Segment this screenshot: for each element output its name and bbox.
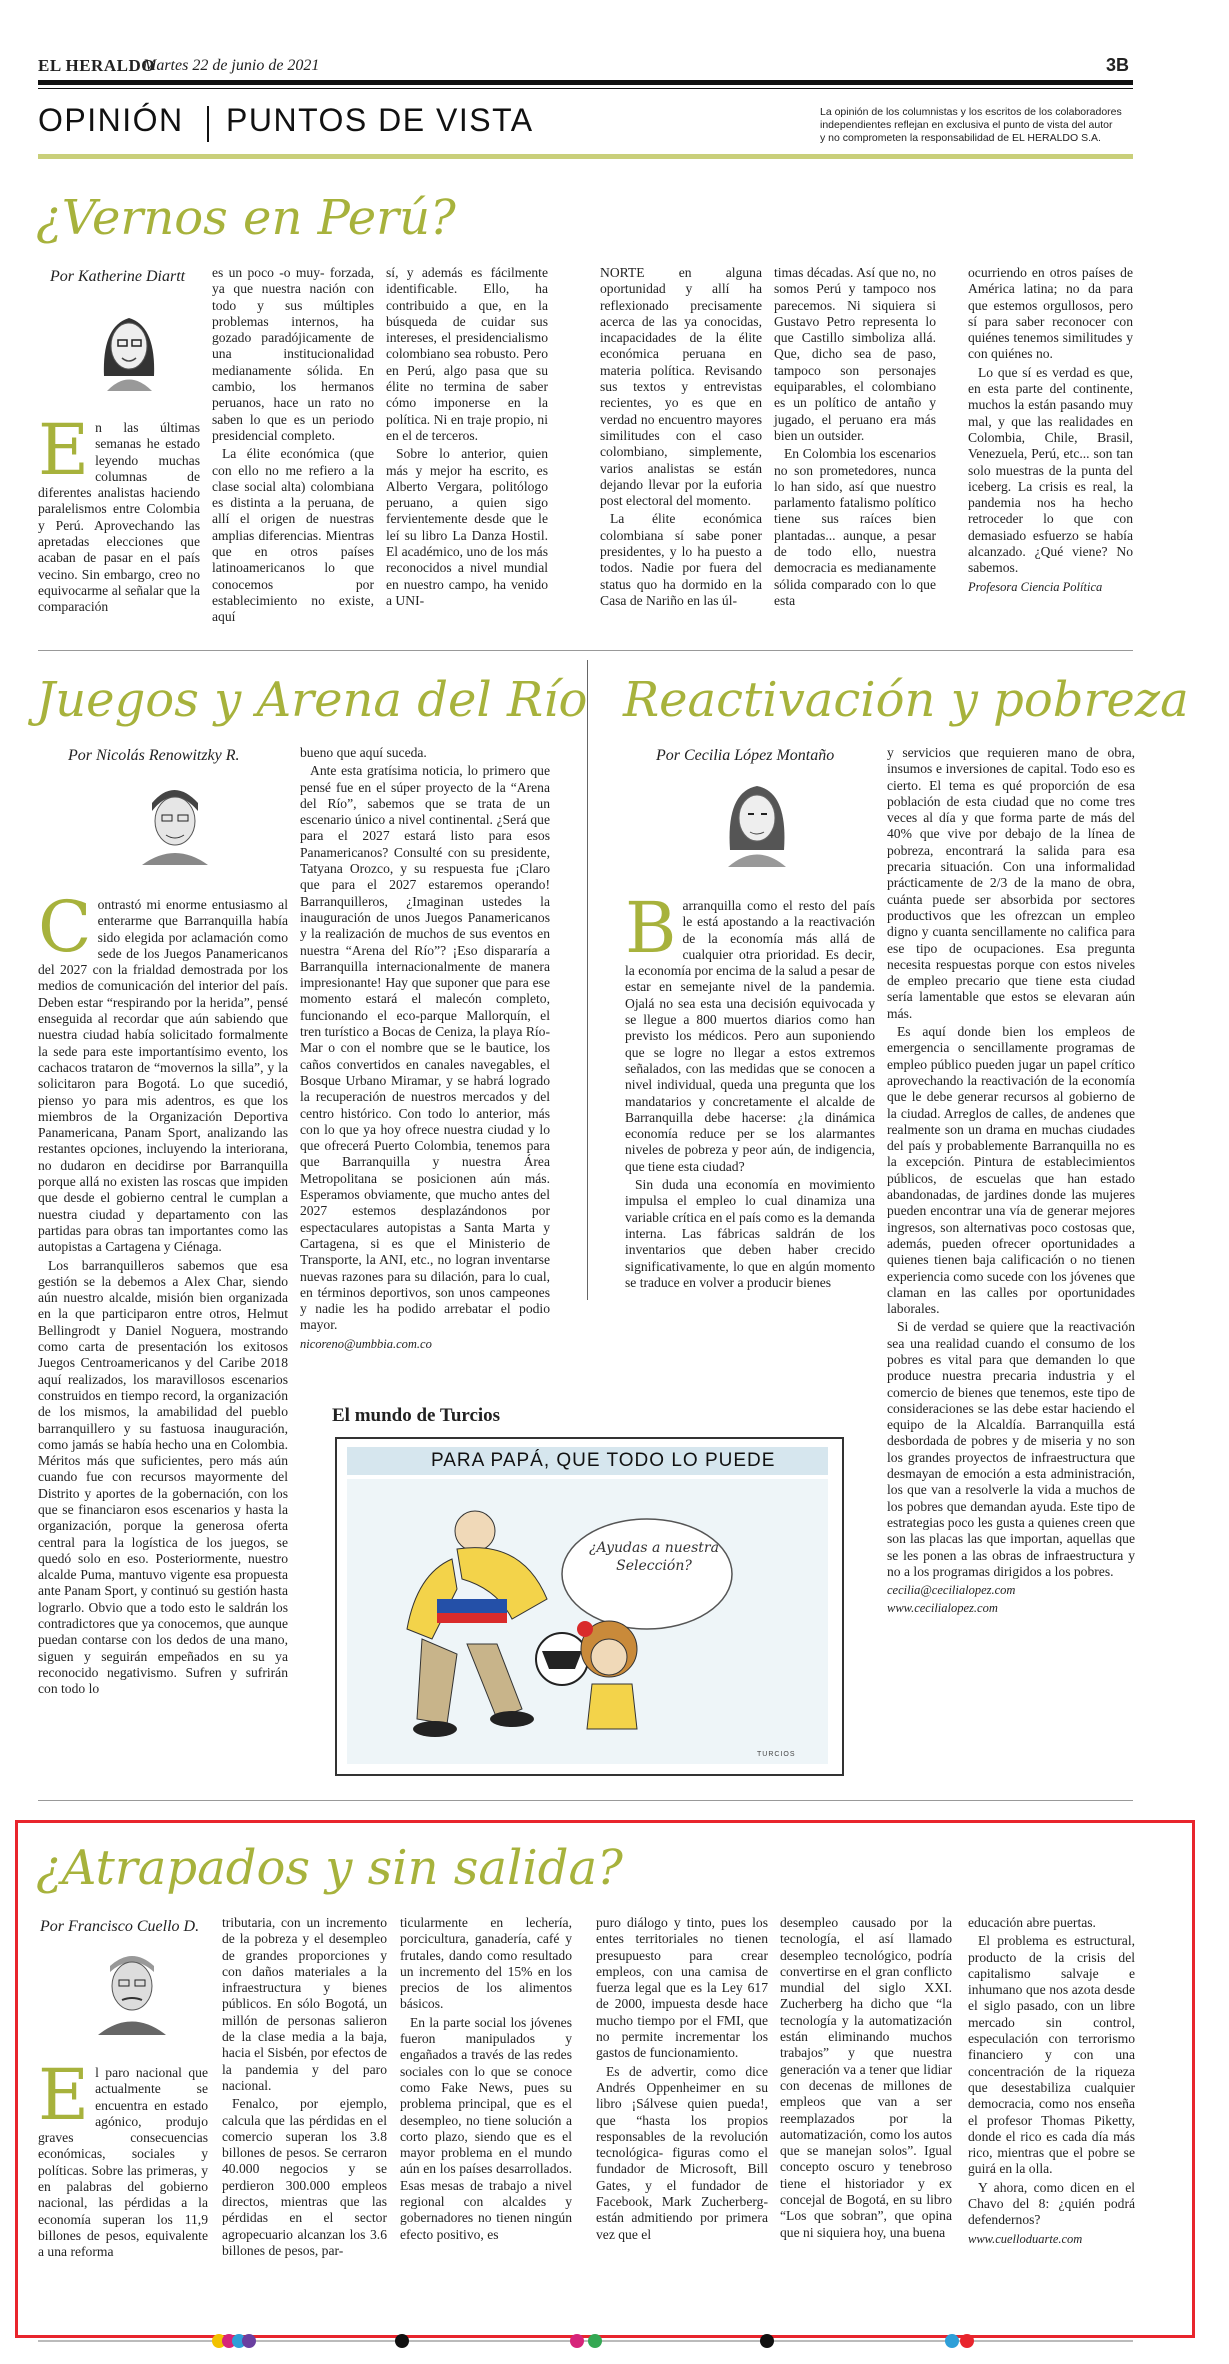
article3-headline: Reactivación y pobreza	[623, 672, 1189, 728]
article4-column-3: ticularmente en lechería, porcicultura, ganadería, café y frutales, dando como resultado un incremento del 15% en los precios de los alimentos básicos. En la parte social los jóvenes fueron manipulados y engañados a través de las redes sociales con lo que se conoce como Fake News, pues su problema principal, que es el desempleo, no tiene solución a corto plazo, siendo que es el mayor problema en el mundo aún en los países desarrollados. Esas mesas de trabajo a nivel regional con alcaldes y gobernadores no tienen ningún efecto positivo, es	[400, 1915, 572, 2242]
author-avatar-diartt	[82, 296, 177, 391]
registration-dot	[570, 2334, 584, 2348]
section-title-left: OPINIÓN	[38, 102, 184, 138]
registration-dot	[588, 2334, 602, 2348]
masthead-name: EL HERALDO	[38, 56, 155, 75]
article1-column-3: sí, y además es fácilmente identificable. Ello, ha contribuido a que, en la búsqueda de cuidar sus intereses, el presidencialismo colombiano sea robusto. Pero en Perú, algo pasa que su élite no termina de saber cómo imponerse en la política. Ni en traje propio, ni en el de terceros. Sobre lo anterior, quien más y mejor ha escrito, es Alberto Vergara, politólogo peruano, a quien sigo fervientemente desde que le leí su libro La Danza Hostil. El académico, uno de los más reconocidos a nivel mundial en nuestro campo, ha venido a UNI-	[386, 265, 548, 608]
article4-dropcap: E	[38, 2054, 90, 2136]
article4-signature: www.cuelloduarte.com	[968, 2231, 1083, 2246]
article3-column-1: B arranquilla como el resto del país le está apostando a la reactivación de la economía más allá de cualquier otra prioridad. Es decir, la economía por encima de la salud a pesar de estar en semejante nivel de la pandemia. Ojalá no sea esta una decisión equivocada y se llegue a 800 muertos diarios como han previsto los médicos. Pero aun suponiendo que se logre no llegar a estos extremos señalados, con las medidas que se conocen a nivel individual, queda una pregunta que los mandatarios y concretamente el alcalde de Barranquilla debe hacerse: ¿la dinámica economía reduce per se los alarmantes niveles de pobreza y peor aún, de indigencia, que tiene esta ciudad? Sin duda una economía en movimiento impulsa el empleo lo cual dinamiza una variable crítica en el país como es la demanda interna. Las fábricas saldrán de los inventarios que deben haber crecido significativamente, lo que en algún momento se traduce en volver a producir bienes	[625, 887, 875, 1290]
cartoon-section-title: El mundo de Turcios	[332, 1405, 501, 1426]
article3-dropcap: B	[625, 887, 677, 969]
column-divider	[587, 660, 588, 1300]
article2-column-1: C ontrastó mi enorme entusiasmo al enterarme que Barranquilla había sido elegida por aclamación como sede de los Juegos Panamericanos del 2027 con la frialdad demostrada por los medios de comunicación del interior del país. Deben estar “respirando por la herida”, pensé enseguida al recordar que aún sabiendo que nuestra ciudad había solicitado formalmente la sede para este importantísimo evento, los cachacos trataron de “movernos la silla”, y la solicitaron para Bogotá. Lo que sucedió, pienso yo para mis adentros, es que los miembros de la Organización Deportiva Panamericana, Panam Sport, analizando las restantes opciones, incluyendo la interiorana, no dudaron en decidirse por Barranquilla porque allá no existen las roscas que impiden que desde el gobierno central le cumplan a nuestra ciudad y departamento con las partidas para obras tan importantes como las autopistas a Cartagena y Ciénaga. Los barranquilleros sabemos que esa gestión se la debemos a Alex Char, siendo aún nuestro alcalde, misión bien organizada en la que participaron entre otros, Helmut Bellingrodt y Daniel Noguera, mostrando como carta de presentación los exitosos Juegos Centroamericanos y del Caribe 2018 aquí realizados, los maravillosos escenarios construidos en tiempo record, la organización de los mismos, la amabilidad del pueblo barranquillero y su fastuosa inauguración, como jamás se había hecho una en Colombia. Méritos más que suficientes, pero más aún cuando fue con recursos mayormente del Distrito y aportes de la gobernación, con los que se financiaron esos escenarios y hasta la organización, porque la generosa oferta central para la logística de los juegos, se quedó solo en eso. Posteriormente, nuestro alcalde Puma, mantuvo vigente esa propuesta ante Panam Sport, y continuó su gestión hasta lograrlo. Obvio que a todo esto le saldrán los contradictores que ya conocemos, que aunque puedan contarse con los dedos de una mano, siguen y seguirán empeñados en su ya reconocido negativismo. Sufren y sufrirán con todo lo	[38, 886, 288, 1697]
registration-dot	[395, 2334, 409, 2348]
article2-headline: Juegos y Arena del Río	[36, 672, 588, 728]
article4-column-4: puro diálogo y tinto, pues los entes territoriales no tienen presupuesto para crear empleos, con una camisa de fuerza legal que es la Ley 617 de 2000, impuesta desde hace mucho tiempo por el FMI, que no permite incrementar los gastos de funcionamiento. Es de advertir, como dice Andrés Oppenheimer en su libro ¡Sálvese quien pueda!, que “hasta los propios responsables de la revolución tecnológica- figuras como el fundador de Microsoft, Bill Gates, y el fundador de Facebook, Mark Zucherberg- están admitiendo por primera vez que el	[596, 1915, 768, 2242]
article4-column-5: desempleo causado por la tecnología, el así llamado desempleo tecnológico, podría convertirse en el gran conflicto mundial del siglo XXI. Zucherberg ha dicho que “la tecnología y la automatización están eliminando muchos trabajos” y que nuestra generación va a tener que lidiar con decenas de millones de empleos que van a ser reemplazados por la automatización, como los autos que se manejan solos”. Igual concepto oscuro y tenebroso tiene el historiador y ex concejal de Bogotá, en su libro “Los que sobran”, que opina que ni siquiera hoy, una buena	[780, 1915, 952, 2240]
cartoon-artist-signature: TURCIOS	[757, 1751, 796, 1758]
article3-column-2: y servicios que requieren mano de obra, insumos e inversiones de capital. Todo eso es cierto. El tema es qué proporción de esa población de esta ciudad que no come tres veces al día y que forma parte de más del 40% que vive por debajo de la línea de pobreza, encontrará la salida para esa precaria situación. Con una informalidad prácticamente de 2/3 de la mano de obra, cuánta puede ser absorbida por sectores productivos que les ofrezcan un empleo digno y cuanta sencillamente no califica para ese tipo de ocupaciones. Esa pregunta necesita respuestas porque con estos niveles de empleo precario que tiene esta ciudad sería lamentable que estos se elevaran aún más. Es aquí donde bien los empleos de emergencia o sencillamente programas de empleo público pueden jugar un papel crítico aprovechando la reactivación de la economía que le debe generar recursos al gobierno de la ciudad. Arreglos de calles, de andenes que realmente son un drama en muchas ciudades del país y probablemente Barranquilla no es la excepción. Pintura de establecimientos públicos, de escuelas que han estado abandonadas, de jardines donde las mujeres pueden encontrar una vía de generar mejores ingresos, son alternativas poco costosas que, además, pueden ofrecer oportunidades a quienes tienen baja calificación o no tienen experiencia como sucede con los jóvenes que claman en las calles por oportunidades laborales. Si de verdad se quiere que la reactivación sea una realidad cuando el consumo de los pobres es vital para que demanden lo que produce nuestra precaria industria y el comercio de bienes que tenemos, este tipo de consideraciones se las debe estar haciendo el equipo de la Alcaldía. Barranquilla está desbordada de pobres y de miseria y no son los grandes proyectos de infraestructura que desmayan de emoción a esta administración, los que van a resolverle la vida a muchos de los pobres que demandan ayuda. Este tipo de estrategias poco les gusta a quienes creen que son las placas las que importan, aquellas que se les ponen a las obras de infraestructura y no a los programas dirigidos a los pobres. cecilia@cecilialopez.com www.cecilialopez.com	[887, 745, 1135, 1616]
article2-dropcap: C	[38, 886, 92, 968]
cartoon-speech-bubble: ¿Ayudas a nuestra Selección?	[589, 1540, 719, 1574]
article1-bottom-rule	[38, 650, 1133, 651]
article1-dropcap: E	[38, 409, 90, 491]
article4-column-1: E l paro nacional que actualmente se encuentra en estado agónico, produjo graves consecuencias económicas, sociales y políticas. Sobre las primeras, y en palabras del gobierno nacional, las pérdidas a la economía superan los 11,9 billones de pesos, equivalente a una reforma	[38, 2054, 208, 2260]
masthead-rule	[38, 80, 1133, 85]
article1-byline: Por Katherine Diartt	[50, 268, 186, 285]
section-underline	[38, 154, 1133, 159]
section-title-right: PUNTOS DE VISTA	[226, 102, 534, 138]
cartoon-illustration	[347, 1479, 828, 1764]
registration-dot	[960, 2334, 974, 2348]
article2-bottom-rule	[38, 1800, 1133, 1801]
article2-signature: nicoreno@umbbia.com.co	[300, 1336, 432, 1351]
article3-signature-web: www.cecilialopez.com	[887, 1601, 998, 1616]
article4-column-6: educación abre puertas. El problema es estructural, producto de la crisis del capitalismo salvaje e inhumano que nos azota desde el siglo pasado, con un libre mercado sin control, especulación con terrorismo financiero y con una concentración de la riqueza que desestabiliza cualquier democracia, como nos enseña el profesor Thomas Piketty, donde el rico es cada día más rico, mientras que el pobre se guirá en la olla. Y ahora, como dicen en el Chavo del 8: ¿quién podrá defendernos? www.cuelloduarte.com	[968, 1915, 1135, 2246]
article1-signature: Profesora Ciencia Política	[968, 579, 1103, 594]
page-number: 3B	[1106, 55, 1130, 75]
article1-column-1: E n las últimas semanas he estado leyendo muchas columnas de diferentes analistas haciendo paralelismos entre Colombia y Perú. Aprovechando las apretadas elecciones que acaban de pasar en el país vecino. Sin embargo, creo no equivocarme al señalar que la comparación	[38, 409, 200, 615]
author-avatar-cuello	[90, 1940, 175, 2035]
article3-signature-email: cecilia@cecilialopez.com	[887, 1583, 1016, 1598]
article3-byline: Por Cecilia López Montaño	[656, 747, 835, 764]
registration-dot	[760, 2334, 774, 2348]
article2-byline: Por Nicolás Renowitzky R.	[68, 747, 240, 764]
article1-column-5: timas décadas. Así que no, no somos Perú y tampoco nos parecemos. Ni siquiera si Gustavo Petro representa lo que Castillo simboliza allá. Que, dicho sea de paso, tampoco son personajes equiparables, el colombiano es un político de antaño y jugado, el peruano era más bien un outsider. En Colombia los escenarios no son prometedores, nunca lo han sido, así que nuestro parlamento fatalismo político tiene sus raíces bien plantadas... aunque, a pesar de todo ello, nuestra democracia es medianamente sólida comparado con lo que esta	[774, 265, 936, 608]
author-avatar-renowitzky	[132, 775, 217, 865]
cartoon-frame	[335, 1437, 844, 1776]
author-avatar-lopez	[712, 772, 802, 867]
masthead-rule-thin	[38, 88, 1133, 89]
article4-column-2: tributaria, con un incremento de la pobreza y el desempleo de grandes proporciones y con daños materiales a la infraestructura y bienes públicos. En sólo Bogotá, un millón de personas salieron de la clase media a la baja, hacia el Sisbén, por efectos de la pandemia y del paro nacional. Fenalco, por ejemplo, calcula que las pérdidas en el comercio superan los 3.8 billones de pesos. Se cerraron 40.000 negocios y se perdieron 300.000 empleos directos, mientras que las pérdidas en el sector agropecuario alcanzan los 3.6 billones de pesos, par-	[222, 1915, 387, 2258]
article4-byline: Por Francisco Cuello D.	[40, 1918, 200, 1935]
masthead-date: Martes 22 de junio de 2021	[143, 57, 320, 74]
article1-column-6: ocurriendo en otros países de América latina; no da para que estemos orgullosos, pero sí para saber reconocer con quiénes tenemos similitudes y con quiénes no. Lo que sí es verdad es que, en esta parte del continente, muchos la están pasando muy mal, y que las realidades en Colombia, Chile, Brasil, Venezuela, Perú, etc... son tan solo muestras de la punta del iceberg. La crisis es real, la pandemia nos ha hecho retroceder lo que con demasiado esfuerzo se había alcanzado. ¿Qué viene? No sabemos. Profesora Ciencia Política	[968, 265, 1133, 594]
registration-dot	[242, 2334, 256, 2348]
article2-column-2: bueno que aquí suceda. Ante esta gratísima noticia, lo primero que pensé fue en el súper proyecto de la “Arena del Río”, sabemos que se trata de un escenario único a nivel continental. ¿Será que para el 2027 estará listo para esos Panamericanos? Consulté con su presidente, Tatyana Orozco, y su respuesta fue ¡Claro que para el 2027 estaremos operando! Barranquilleros, ¿Imaginan ustedes la inauguración de unos Juegos Panamericanos y la realización de muchos de sus eventos en nuestra “Arena del Río”? ¡Eso dispararía a Barranquilla internacionalmente de manera impresionante! Hay que suponer que para ese momento estará el malecón completo, funcionando el eco-parque Mallorquín, el tren turístico a Bocas de Ceniza, la playa Río-Mar o con el nombre que se le bautice, los caños convertidos en canales navegables, el Bosque Urbano Miramar, y se habrá logrado la recuperación de nuestros mercados y del centro histórico. Con todo lo anterior, más con lo que ya hoy ofrece nuestra ciudad y lo que ofrecerá Puerto Colombia, tenemos para que Barranquilla y nuestra Área Metropolitana se posicionen aún más. Esperamos obviamente, que mucho antes del 2027 estemos desplazándonos por espectaculares autopistas a Santa Marta y Cartagena, si es que el Ministerio de Transporte, la ANI, etc., no logran inventarse nuevas razones para su dilación, para lo cual, en términos deportivos, son unos campeones y nadie les ha podido arrebatar el podio mayor. nicoreno@umbbia.com.co	[300, 745, 550, 1351]
article1-headline: ¿Vernos en Perú?	[36, 190, 456, 246]
section-divider	[207, 106, 209, 142]
cartoon-title: PARA PAPÁ, QUE TODO LO PUEDE	[431, 1450, 776, 1471]
article4-headline: ¿Atrapados y sin salida?	[36, 1840, 623, 1896]
section-disclaimer: La opinión de los columnistas y los escritos de los colaboradores independientes reflejan en exclusiva el punto de vista del autor y no comprometen la responsabilidad de EL HERALDO S.A.	[820, 106, 1122, 144]
registration-dot	[945, 2334, 959, 2348]
article1-column-2: es un poco -o muy- forzada, ya que nuestra nación con todo y sus múltiples problemas internos, ha gozado paradójicamente de una institucionalidad medianamente sólida. En cambio, los hermanos peruanos, hace un rato no saben lo que es un periodo presidencial completo. La élite económica (que con ello no me refiero a la clase social alta) colombiana es distinta a la peruana, de allí el origen de nuestras amplias diferencias. Mientras que en otros países latinoamericanos lo que conocemos por establecimiento no existe, aquí	[212, 265, 374, 625]
article1-column-4: NORTE en alguna oportunidad y allí ha reflexionado precisamente acerca de las ya conocidas, incapacidades de la élite económica peruana en materia política. Revisando sus textos y entrevistas recientes, yo es que en verdad no encuentro mayores similitudes con el caso colombiano, simplemente, varios analistas se están dejando llevar por la euforia post electoral del momento. La élite económica colombiana sí sabe poner presidentes, y lo ha puesto a todos. Nadie por fuera del status quo ha dormido en la Casa de Nariño en las úl-	[600, 265, 762, 608]
